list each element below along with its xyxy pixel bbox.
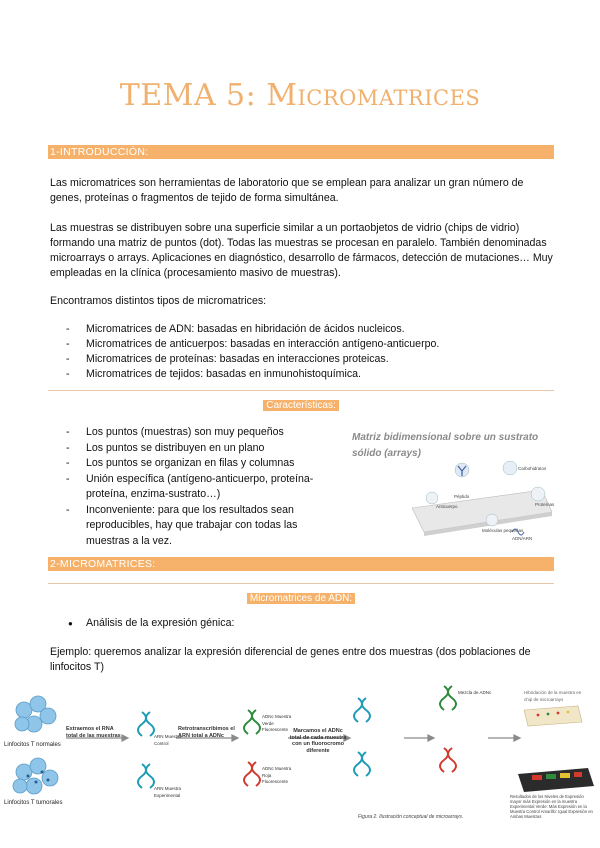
list-item: - Micromatrices de proteínas: basadas en interacciones proteicas. — [50, 352, 556, 367]
list-item: - Micromatrices de tejidos: basadas en inmunohistoquímica. — [50, 367, 556, 382]
workflow-diagram — [4, 682, 600, 832]
tumor-cells — [13, 758, 58, 794]
page-title: TEMA 5: Micromatrices — [119, 78, 481, 113]
step2-label: Retrotranscribimos el ARN total a ADNc — [178, 726, 235, 739]
label-peptido: Péptido — [454, 494, 470, 499]
array-figure — [352, 430, 562, 542]
normal-cells — [15, 696, 56, 732]
divider — [48, 390, 554, 391]
array-illustration — [352, 460, 562, 540]
label-tumor: Linfocitos T tumorales — [4, 800, 63, 806]
section-heading-intro: 1-INTRODUCCIÓN: — [48, 145, 554, 159]
label-normal: Linfocitos T normales — [4, 742, 61, 748]
section-heading-micromatrices: 2-MICROMATRICES: — [48, 557, 554, 571]
result1-label: Hibridación de la muestra en chip de microarrays — [524, 690, 582, 702]
rna-exp-label: ARN Muestra Experimental — [154, 786, 182, 798]
protein-icon — [531, 487, 545, 501]
label-moleculas: Moléculas pequeñas — [482, 528, 524, 533]
list-item: - Micromatrices de ADN: basadas en hibridación de ácidos nucleicos. — [50, 322, 556, 337]
carbohydrate-icon — [503, 461, 517, 475]
result2-label: Resultados de los Niveles de Expresión mayor más Expresión en la muestra Experimental Verde: Más Expresión en la Muestra Control Amarillo: Igual Expresión en Ambas Muestras — [510, 794, 593, 819]
rna-control-label: ARN Muestra Control — [154, 734, 182, 746]
list-item: - Inconveniente: para que los resultados sean reproducibles, hay que trabajar con todas las muestras a la vez. — [50, 503, 340, 550]
features-list — [50, 425, 340, 549]
list-item: - Los puntos se distribuyen en un plano — [50, 441, 340, 457]
label-carbohidratos: Carbohidratos — [518, 466, 547, 471]
intro-paragraph-3: Encontramos distintos tipos de micromatrices: — [50, 295, 267, 307]
microarray-chip-bottom — [518, 768, 594, 792]
analysis-list — [50, 616, 556, 631]
array-figure-caption: Matriz bidimensional sobre un sustrato sólido (arrays) — [352, 432, 539, 459]
label-anticuerpo: Anticuerpo — [436, 504, 458, 509]
dna-chip: Micromatrices de ADN: — [247, 593, 355, 604]
adnc-red-label: ADNc Muestra Roja Fluorescente — [262, 766, 292, 784]
dna-chip-wrap — [48, 588, 554, 606]
features-chip-wrap — [48, 395, 554, 413]
small-molecule-icon — [486, 514, 498, 526]
microarray-chip-top — [524, 706, 582, 726]
list-item: - Los puntos (muestras) son muy pequeños — [50, 425, 340, 441]
features-chip: Características: — [263, 400, 338, 411]
types-list — [50, 322, 556, 382]
intro-paragraph-1: Las micromatrices son herramientas de laboratorio que se emplean para analizar un gran número de genes, proteínas o fragmentos de tejido de forma simultánea. — [50, 177, 524, 204]
mix-label: Mezcla de ADNc — [458, 690, 492, 695]
intro-paragraph-2: Las muestras se distribuyen sobre una superficie similar a un portaobjetos de vidrio (chips de vidrio) formando una matriz de puntos (dot). Todas las muestras se procesan en paralelo. También denominadas microarrays o arrays. Aplicaciones en diagnóstico, desarrollo de fármacos, detección de mutaciones… Muy empleadas en la clínica (procesamiento masivo de muestras). — [50, 222, 553, 279]
step1-label: Extraemos el RNA total de las muestras — [66, 726, 121, 739]
example-paragraph: Ejemplo: queremos analizar la expresión diferencial de genes entre dos muestras (dos poblaciones de linfocitos T) — [50, 646, 531, 673]
figure-note: Figura 2. Ilustración conceptual de microarrays. — [358, 814, 464, 820]
label-adn: ADN/ARN — [512, 536, 533, 540]
list-item: ● Análisis de la expresión génica: — [50, 616, 556, 631]
list-item: - Unión específica (antígeno-anticuerpo, proteína-proteína, enzima-sustrato…) — [50, 472, 340, 503]
divider — [48, 583, 554, 584]
list-item: - Los puntos se organizan en filas y columnas — [50, 456, 340, 472]
peptide-icon — [426, 492, 438, 504]
adnc-green-label: ADNc Muestra Verde Fluorescente — [262, 714, 292, 732]
label-proteinas: Proteínas — [535, 502, 555, 507]
list-item: - Micromatrices de anticuerpos: basadas en interacción antígeno-anticuerpo. — [50, 337, 556, 352]
step3-label: Marcamos el ADNc total de cada muestra con un fluorocromo diferente — [289, 728, 347, 754]
